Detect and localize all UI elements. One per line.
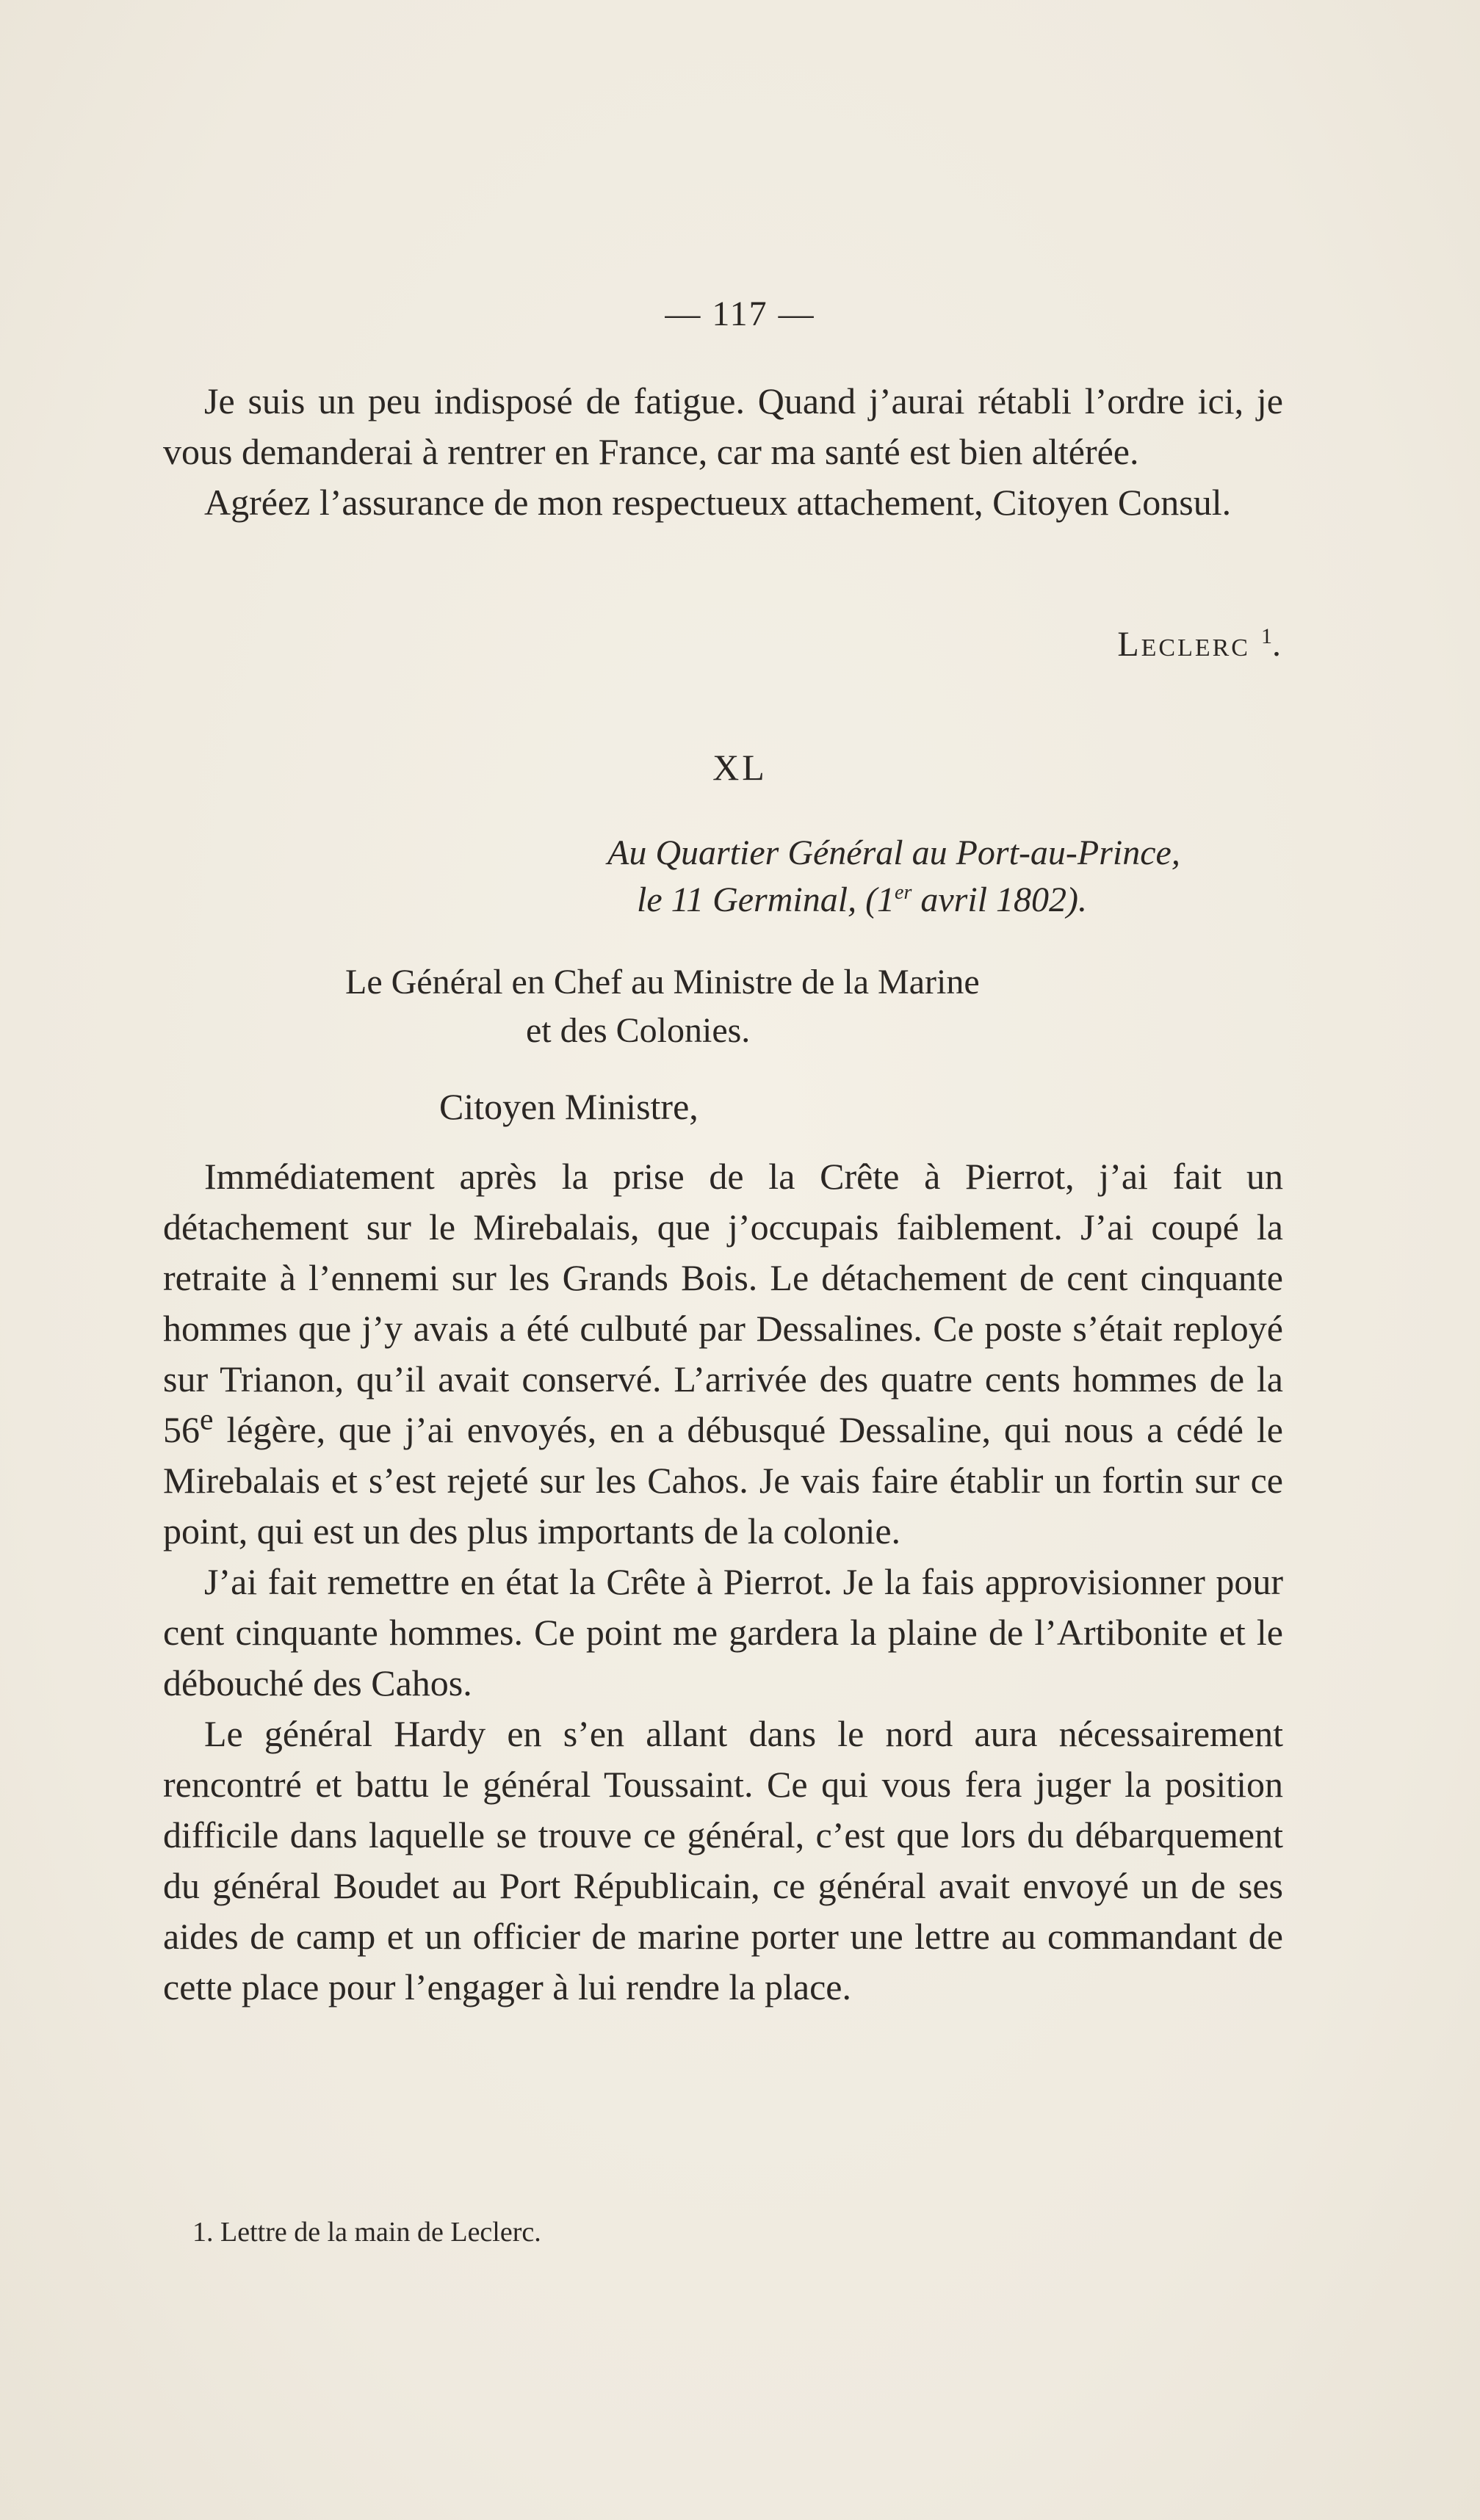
dateline-date: le 11 Germinal, (1er avril 1802). [637,880,1088,919]
opening-text [163,376,1283,528]
letter-body [163,1151,1283,2013]
paragraph-fatigue: Je suis un peu indisposé de fatigue. Quand j’aurai rétabli l’ordre ici, je vous demanderai à rentrer en France, car ma santé est bien altérée. [163,380,1283,472]
paragraph-closing: Agréez l’assurance de mon respectueux attachement, Citoyen Consul. [204,482,1232,523]
page-number: — 117 — [665,294,815,333]
addressee-line-2: et des Colonies. [526,1011,751,1050]
footnote: 1. Lettre de la main de Leclerc. [192,2217,541,2248]
dateline-place: Au Quartier Général au Port-au-Prince, [607,833,1180,872]
paragraph-general-hardy: Le général Hardy en s’en allant dans le nord aura nécessairement rencontré et battu le général Toussaint. Ce qui vous fera juger la position difficile dans laquelle se trouve ce général, c’est que lors du débarquement du général Boudet au Port Républicain, ce général avait envoyé un de ses aides de camp et un officier de marine porter une lettre au commandant de cette place pour l’engager à lui rendre la place. [163,1713,1283,2007]
addressee-line-1: Le Général en Chef au Ministre de la Marine [345,963,980,1002]
signature-name: Leclerc [1117,625,1250,664]
salutation: Citoyen Ministre, [439,1086,699,1127]
signature: Leclerc $^1$. [1117,624,1283,664]
dateline [607,830,1283,924]
letter-number: XL [712,747,768,788]
paragraph-mirebalais: Immédiatement après la prise de la Crête à Pierrot, j’ai fait un détachement sur le Mirebalais, que j’occupais faiblement. J’ai coupé la retraite à l’ennemi sur les Grands Bois. Le détachement de cent cinquante hommes que j’y avais a été culbuté par Dessalines. Ce poste s’était reployé sur Trianon, qu’il avait conservé. L’arrivée des quatre cents hommes de la 56e légère, que j’ai envoyés, en a débusqué Dessaline, qui nous a cédé le Mirebalais et s’est rejeté sur les Cahos. Je vais faire établir un fortin sur ce point, qui est un des plus importants de la colonie. [163,1156,1283,1552]
footnote-ref: 1 [1261,624,1272,648]
addressee [345,958,980,1055]
paragraph-crete-a-pierrot: J’ai fait remettre en état la Crête à Pierrot. Je la fais approvisionner pour cent cinquante hommes. Ce point me gardera la plaine de l’Artibonite et le débouché des Cahos. [163,1561,1283,1703]
